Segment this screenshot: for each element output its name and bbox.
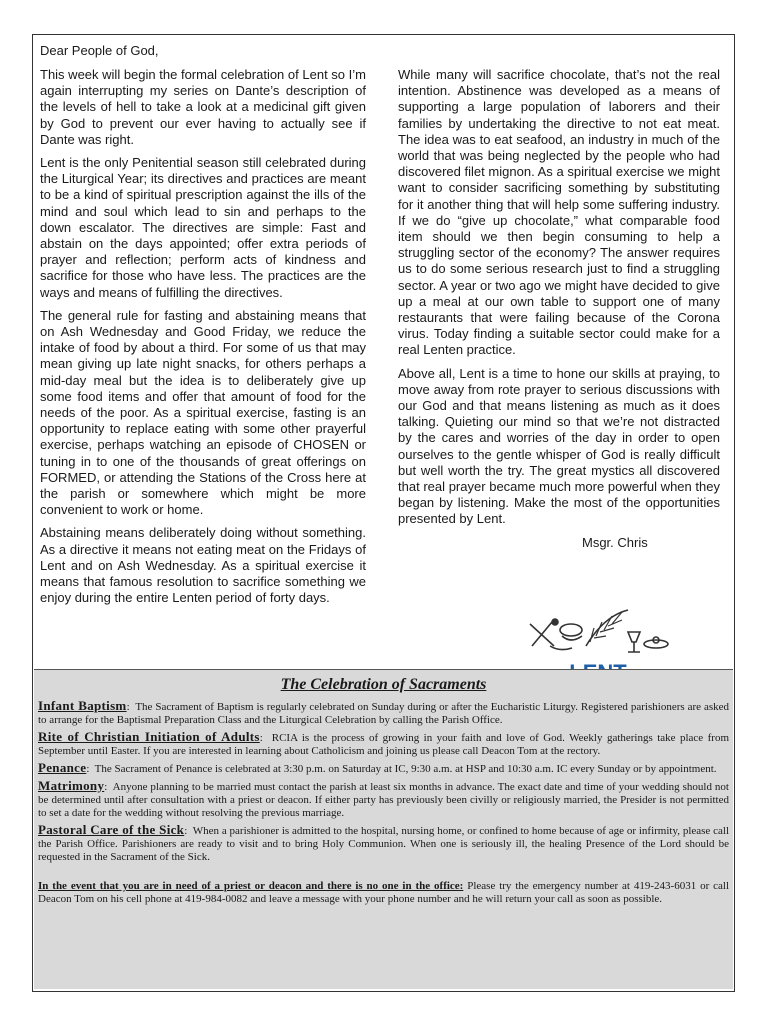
sacrament-text: The Sacrament of Penance is celebrated at 3:30 p.m. on Saturday at IC, 9:30 a.m. at HSP and 10:30 a.m. IC every Sunday or by appointment. xyxy=(94,763,717,775)
sacrament-text: The Sacrament of Baptism is regularly celebrated on Sunday during or after the Eucharistic Liturgy. Registered parishioners are asked to arrange for the Baptismal Preparation Class and the Liturgical Celebration by calling the Parish Office. xyxy=(38,701,730,726)
sacrament-text: When a parishioner is admitted to the hospital, nursing home, or confined to home because of age or infirmity, please call the Parish Office. Parishioners are ready to visit and to bring Holy Communion. When one is seriously ill, the healing Presence of the Lord should be requested in the Sacrament of the Sick. xyxy=(38,825,730,863)
letter-signature: Msgr. Chris xyxy=(582,534,648,550)
letter-paragraph: While many will sacrifice chocolate, that’s not the real intention. Abstinence was developed as a means of supporting a large population of laborers and their families by undertaking the directive to not eat meat. The idea was to eat seafood, an industry in much of the world that was being neglected by the people who had discovered filet mignon. As a spiritual exercise we might want to consider sacrificing something by substituting for it another thing that will help some suffering industry. If we do “give up chocolate,” what comparable food item should we then begin consuming to help a struggling sector of the economy? The answer requires us to do some serious research just to find a struggling sector. A year or two ago we might have decided to give up a meal at our own table to support one of many restaurants that were failing because of the Corona virus. Today finding a suitable sector could make for a real Lenten practice. xyxy=(398,67,720,358)
sacrament-item-penance: Penance: The Sacrament of Penance is celebrated at 3:30 p.m. on Saturday at IC, 9:30 a.m. at HSP and 10:30 a.m. IC every Sunday or by appointment. xyxy=(38,760,717,775)
sacrament-name: Matrimony xyxy=(38,778,105,793)
sacrament-item-rcia: Rite of Christian Initiation of Adults: RCIA is the process of growing in your faith and love of God. Weekly gatherings take place from September until Easter. If you are interested in learning about Catholicism and joining us please call Deacon Tom at the rectory. xyxy=(38,729,730,757)
letter-paragraph: Lent is the only Penitential season still celebrated during the Liturgical Year; its directives and practices are meant to be a kind of spiritual prescription against the ills of the mind and soul which lead to sin and perhaps to the down escalator. The directives are simple: Fast and abstain on the days appointed; offer extra periods of prayer and reflection; perform acts of kindness and sacrifice for those who have less. The practices are the ways and means of fulfilling the directives. xyxy=(40,155,366,300)
sacrament-name: Rite of Christian Initiation of Adults xyxy=(38,729,260,744)
sacrament-item-matrimony: Matrimony: Anyone planning to be married must contact the parish at least six months in advance. The exact date and time of your wedding should not be determined until after consultation with a priest or deacon. If either party has previously been civilly or religiously married, the Presider is not permitted to set a date for the wedding without resolving the previous marriage. xyxy=(38,778,729,819)
letter-paragraph: Abstaining means deliberately doing without something. As a directive it means not eating meat on the Fridays of Lent and on Ash Wednesday. As a spiritual exercise it means that famous resolution to sacrifice something we enjoy during the entire Lenten period of forty days. xyxy=(40,525,366,606)
sacrament-text: Anyone planning to be married must contact the parish at least six months in advance. The exact date and time of your wedding should not be determined until after consultation with a priest or deacon. If either party has previously been civilly or religiously married, the Presider is not permitted to set a date for the wedding without resolving the previous marriage. xyxy=(38,781,729,819)
sacrament-text: RCIA is the process of growing in your faith and love of God. Weekly gatherings take place from September until Easter. If you are interested in learning about Catholicism and joining us please call Deacon Tom at the rectory. xyxy=(38,732,730,757)
letter-greeting: Dear People of God, xyxy=(40,43,159,58)
letter-paragraph: This week will begin the formal celebration of Lent so I’m again interrupting my series on Dante’s description of the levels of hell to take a look at a medicinal gift given by God to prevent our ever having to actually see if Dante was right. xyxy=(40,67,366,147)
pastor-letter xyxy=(40,40,730,668)
emergency-lead: In the event that you are in need of a priest or deacon and there is no one in the office: xyxy=(38,880,464,892)
letter-right-column xyxy=(398,67,720,558)
letter-left-column xyxy=(40,67,366,614)
letter-paragraph: The general rule for fasting and abstaining means that on Ash Wednesday and Good Friday, we reduce the intake of food by about a third. For some of us that may mean giving up late night snacks, for others perhaps a mid-day meal but the idea is to deliberately give up some food items and offer that amount of food for the needs of the poor. As a spiritual exercise, fasting is an opportunity to replace eating with some other prayerful exercise, perhaps watching an episode of CHOSEN or tuning in to one of the thousands of great offerings on FORMED, or attending the Stations of the Cross here at the parish or somewhere which might be more convenient to work or home. xyxy=(40,307,366,518)
sacrament-name: Pastoral Care of the Sick xyxy=(38,822,185,837)
sacraments-list xyxy=(34,695,733,864)
lent-symbols-icon xyxy=(530,610,668,652)
sacraments-panel xyxy=(34,669,733,989)
sacrament-name: Penance xyxy=(38,760,87,775)
emergency-text: Please try the emergency number at 419-243-6031 or call Deacon Tom on his cell phone at 419-984-0082 and leave a message with your phone number and he will return your call as soon as possible. xyxy=(38,880,730,905)
sacrament-name: Infant Baptism xyxy=(38,698,127,713)
sacrament-item-sick: Pastoral Care of the Sick: When a parishioner is admitted to the hospital, nursing home, or confined to home because of age or infirmity, please call the Parish Office. Parishioners are ready to visit and to bring Holy Communion. When one is seriously ill, the healing Presence of the Lord should be requested in the Sacrament of the Sick. xyxy=(38,822,730,863)
sacraments-title-text: The Celebration of Sacraments xyxy=(280,676,487,693)
letter-paragraph: Above all, Lent is a time to hone our skills at praying, to move away from rote prayer to serious discussions with our God and that means listening as much as it does talking. Quieting our mind so that we’re not distracted by the cares and worries of the day in order to open ourselves to the gentle whisper of God is really difficult but well worth the try. The great mystics all discovered that real prayer became much more powerful when they began by listening. Make the most of the opportunities presented by Lent. xyxy=(398,365,720,527)
sacrament-item-baptism: Infant Baptism: The Sacrament of Baptism is regularly celebrated on Sunday during or after the Eucharistic Liturgy. Registered parishioners are asked to arrange for the Baptismal Preparation Class and the Liturgical Celebration by calling the Parish Office. xyxy=(38,698,730,726)
emergency-contact xyxy=(34,880,733,906)
sacraments-title xyxy=(34,675,733,695)
